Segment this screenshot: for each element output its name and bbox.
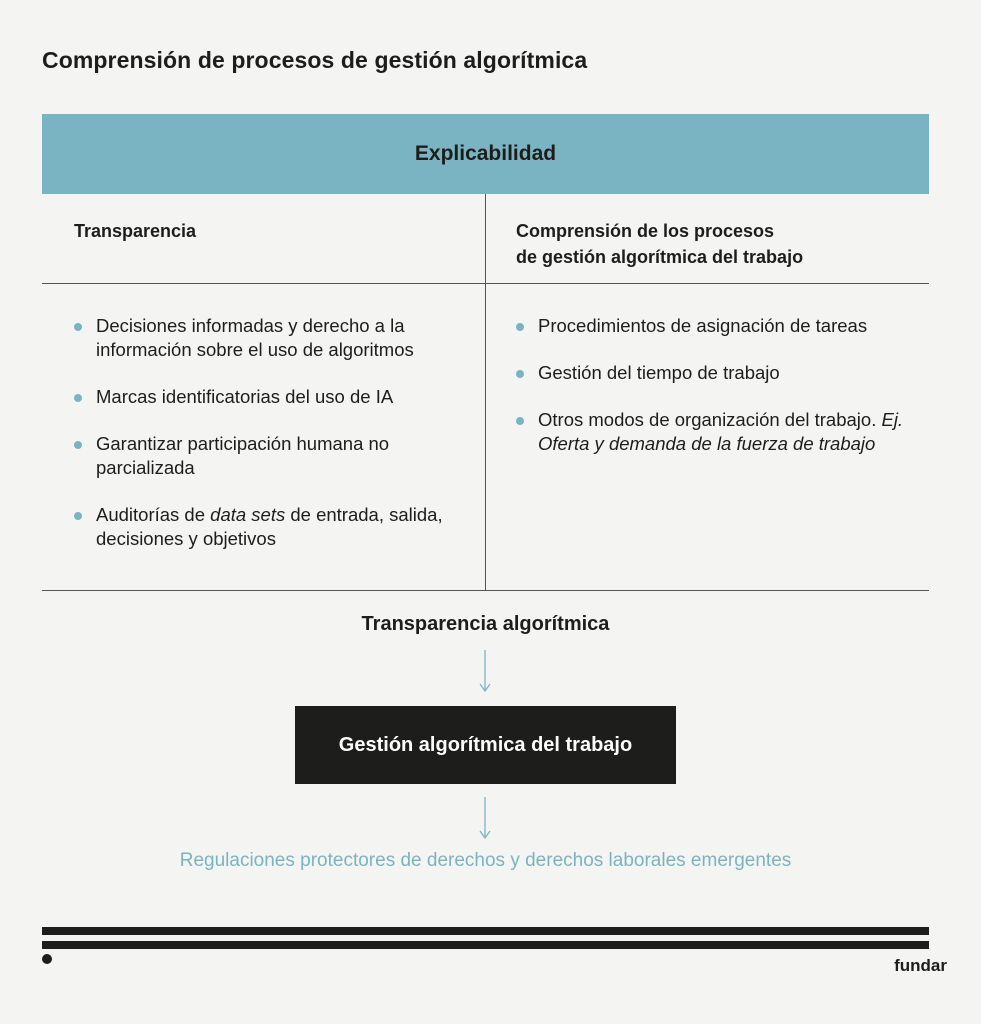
list-item: Marcas identificatorias del uso de IA: [74, 385, 464, 409]
header-divider: [42, 283, 929, 284]
flow-step-regulaciones: Regulaciones protectores de derechos y derechos laborales emergentes: [179, 850, 792, 871]
list-item: Auditorías de data sets de entrada, salida, decisiones y objetivos: [74, 503, 464, 551]
right-heading-line-2: de gestión algorítmica del trabajo: [516, 247, 804, 267]
band-label: Explicabilidad: [414, 142, 557, 165]
explicabilidad-band: [42, 114, 929, 194]
flow-step-transparencia: Transparencia algorítmica: [361, 613, 610, 635]
list-item: Procedimientos de asignación de tareas: [516, 314, 908, 338]
italic-term: data sets: [210, 504, 286, 525]
right-column-heading: [516, 218, 803, 270]
column-divider: [485, 194, 486, 591]
fundar-logo: fundar: [894, 956, 947, 975]
list-item: Decisiones informadas y derecho a la información sobre el uso de algoritmos: [74, 314, 464, 362]
footer-bar-bottom: [42, 941, 929, 949]
gestion-label: Gestión algorítmica del trabajo: [338, 733, 633, 756]
list-item: Garantizar participación humana no parcializada: [74, 432, 464, 480]
arrow-down-icon: [478, 797, 492, 841]
left-bullet-list: [74, 314, 464, 574]
dot-icon: [42, 954, 52, 964]
page-title: Comprensión de procesos de gestión algorítmica: [42, 47, 588, 73]
italic-example: Ej. Oferta y demanda de la fuerza de trabajo: [538, 409, 904, 454]
left-column-heading: Transparencia: [74, 221, 197, 241]
arrow-down-icon: [478, 650, 492, 694]
list-item: Gestión del tiempo de trabajo: [516, 361, 908, 385]
footer-bar-top: [42, 927, 929, 935]
table-bottom-divider: [42, 590, 929, 591]
flow-step-gestion-box: [295, 706, 676, 784]
right-bullet-list: [516, 314, 908, 479]
right-heading-line-1: Comprensión de los procesos: [516, 221, 775, 241]
list-item: Otros modos de organización del trabajo. Ej. Oferta y demanda de la fuerza de trabajo: [516, 408, 908, 456]
